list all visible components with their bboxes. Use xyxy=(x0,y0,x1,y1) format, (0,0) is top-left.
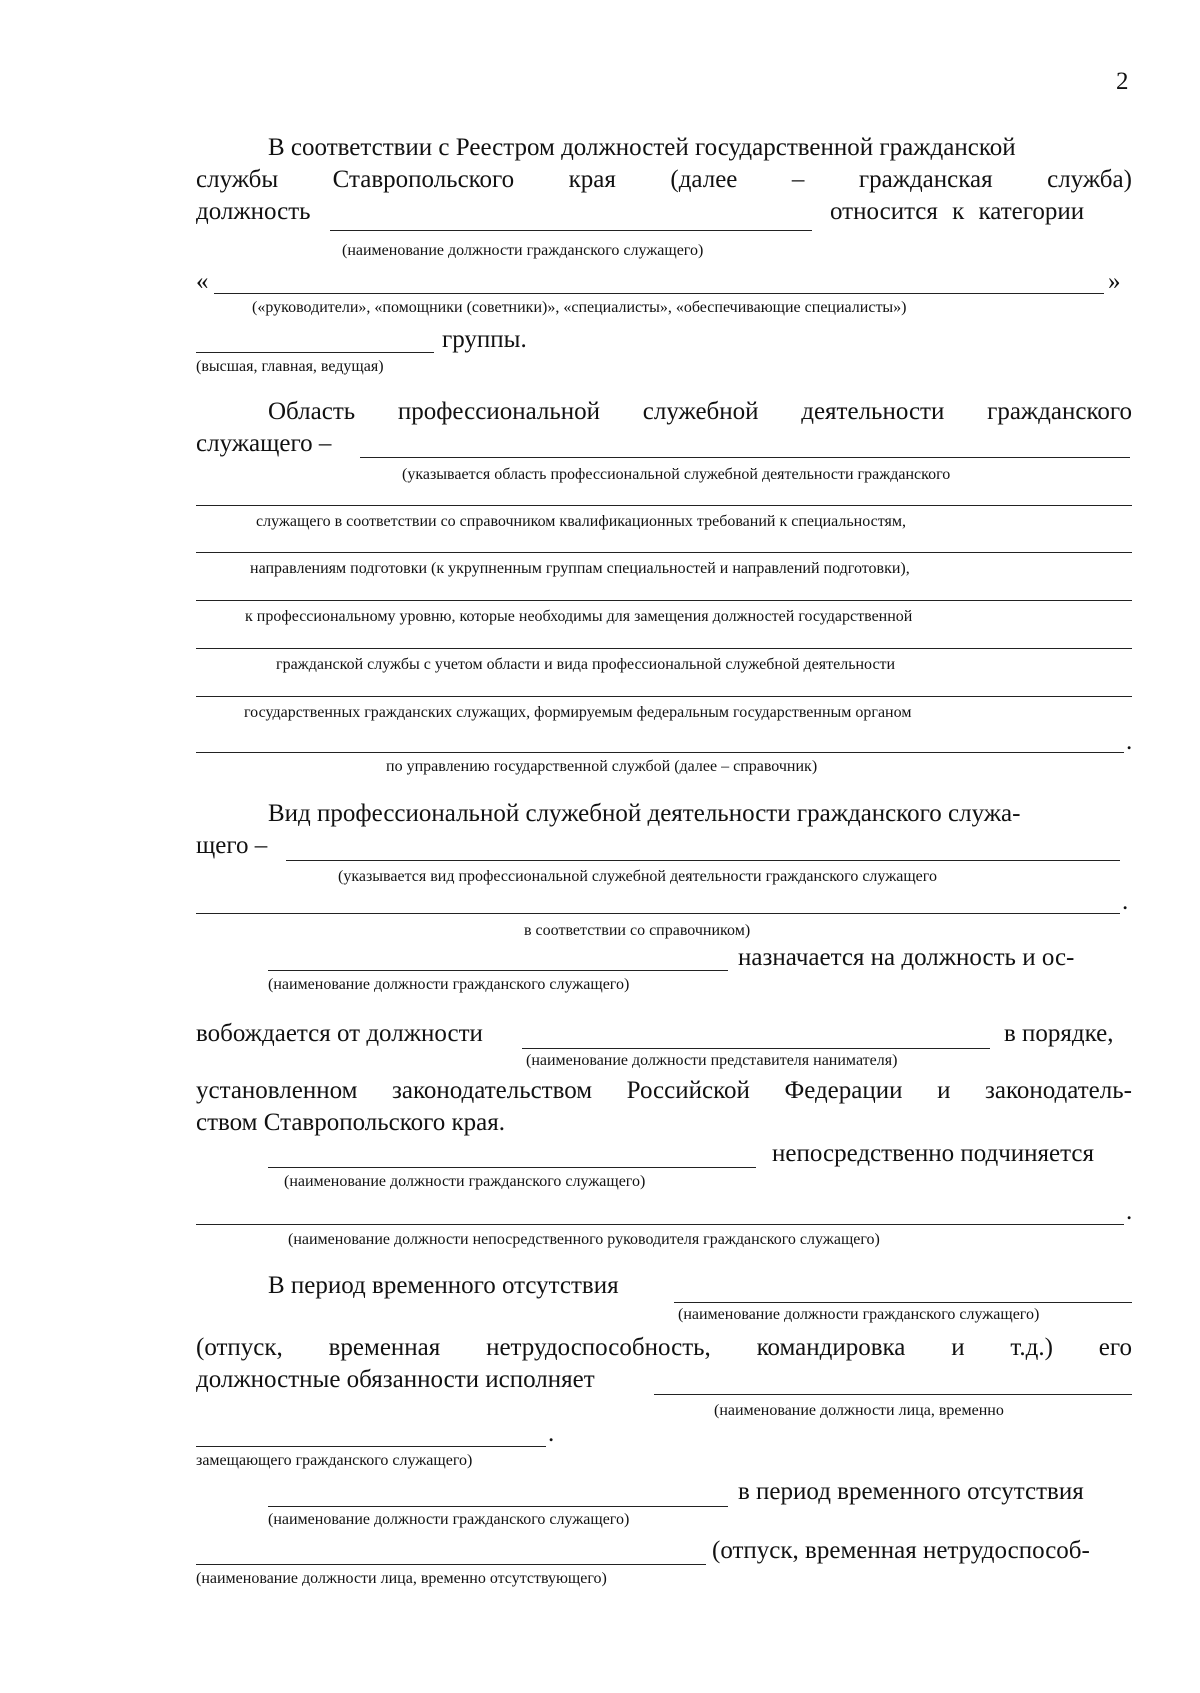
blank-line xyxy=(268,1506,728,1507)
caption-position: (наименование должности гражданского служащего) xyxy=(342,242,704,259)
p3-caption: в соответствии со справочником) xyxy=(524,922,751,939)
p2-line1-word: деятельности xyxy=(801,398,945,425)
group-word: группы. xyxy=(442,326,527,353)
blank-line xyxy=(286,860,1120,861)
quote-open: « xyxy=(196,268,209,295)
p3-line2-start: щего – xyxy=(196,832,268,859)
p2-line1-word: служебной xyxy=(642,398,759,425)
p4-line3 xyxy=(196,1077,1132,1105)
blank-line xyxy=(268,1167,756,1168)
p1-line2-word: служба) xyxy=(1047,166,1132,193)
p4-line3-word: и xyxy=(937,1077,951,1104)
p2-caption: направлениям подготовки (к укрупненным группам специальностей и направлений подготовки), xyxy=(250,560,910,577)
p4-line3-word: Федерации xyxy=(784,1077,903,1104)
p1-line2-word: (далее xyxy=(670,166,738,193)
p2-line1-word: гражданского xyxy=(987,398,1132,425)
subordinate-text: непосредственно подчиняется xyxy=(772,1140,1094,1167)
blank-line xyxy=(268,970,728,971)
p6-line2-word: командировка xyxy=(756,1334,906,1361)
p1-line2-word: Ставропольского xyxy=(332,166,515,193)
p1-line2 xyxy=(196,166,1132,194)
p6-line3-start: должностные обязанности исполняет xyxy=(196,1366,595,1393)
quote-close: » xyxy=(1108,268,1121,295)
p7-line2-end: (отпуск, временная нетрудоспособ- xyxy=(712,1537,1090,1564)
blank-line xyxy=(196,1224,1124,1225)
blank-line xyxy=(214,293,1104,294)
p2-line1-word: профессиональной xyxy=(397,398,601,425)
p2-caption: к профессиональному уровню, которые необходимы для замещения должностей государственной xyxy=(245,608,913,625)
p6-line2-word: нетрудоспособность, xyxy=(486,1334,711,1361)
p1-line2-word: – xyxy=(791,166,805,193)
caption-group: (высшая, главная, ведущая) xyxy=(196,358,384,375)
caption-absent: (наименование должности лица, временно отсутствующего) xyxy=(196,1570,607,1587)
blank-line xyxy=(196,552,1132,553)
page-number: 2 xyxy=(1116,68,1129,95)
p1-line2-word: гражданская xyxy=(858,166,993,193)
end-dot: . xyxy=(548,1420,555,1447)
p4-line3-word: Российской xyxy=(626,1077,750,1104)
p2-caption: государственных гражданских служащих, формируемым федеральным государственным органом xyxy=(244,704,912,721)
p3-line1: Вид профессиональной служебной деятельности гражданского служа- xyxy=(268,800,1021,827)
caption-position: (наименование должности гражданского служащего) xyxy=(268,976,630,993)
release-start: вобождается от должности xyxy=(196,1020,483,1047)
p2-caption: (указывается область профессиональной служебной деятельности гражданского xyxy=(402,466,951,483)
p6-line2-word: временная xyxy=(328,1334,441,1361)
blank-line xyxy=(330,230,812,231)
caption-category: («руководители», «помощники (советники)», «специалисты», «обеспечивающие специалисты») xyxy=(252,299,907,316)
caption-substitute: (наименование должности лица, временно xyxy=(714,1402,1004,1419)
blank-line xyxy=(196,600,1132,601)
p4-line4: ством Ставропольского края. xyxy=(196,1109,505,1136)
caption-position: (наименование должности гражданского служащего) xyxy=(268,1511,630,1528)
appoint-text: назначается на должность и ос- xyxy=(738,944,1075,971)
blank-line xyxy=(196,352,434,353)
p4-line3-word: законодательством xyxy=(392,1077,593,1104)
p4-line3-word: законодатель- xyxy=(985,1077,1132,1104)
caption-position: (наименование должности гражданского служащего) xyxy=(284,1173,646,1190)
p1-line2-word: края xyxy=(568,166,616,193)
p1-line3-start: должность xyxy=(196,198,311,225)
blank-line xyxy=(196,752,1124,753)
blank-line xyxy=(196,505,1132,506)
p6-line2-word: и xyxy=(951,1334,965,1361)
blank-line xyxy=(360,457,1130,458)
end-dot: . xyxy=(1126,728,1133,755)
p2-caption: гражданской службы с учетом области и вида профессиональной служебной деятельности xyxy=(276,656,896,673)
p6-line2-word: (отпуск, xyxy=(196,1334,283,1361)
caption-employer: (наименование должности представителя нанимателя) xyxy=(526,1052,898,1069)
caption-manager: (наименование должности непосредственного руководителя гражданского служащего) xyxy=(288,1231,880,1248)
p6-line2-word: его xyxy=(1098,1334,1132,1361)
caption-substitute: замещающего гражданского служащего) xyxy=(196,1452,473,1469)
p2-line1 xyxy=(268,398,1132,426)
p6-line1-start: В период временного отсутствия xyxy=(268,1272,619,1299)
blank-line xyxy=(654,1394,1132,1395)
end-dot: . xyxy=(1126,1198,1133,1225)
p2-line1-word: Область xyxy=(268,398,356,425)
p7-line1-end: в период временного отсутствия xyxy=(738,1478,1084,1505)
end-dot: . xyxy=(1122,888,1129,915)
blank-line xyxy=(522,1048,990,1049)
p1-line1: В соответствии с Реестром должностей государственной гражданской xyxy=(268,134,1016,161)
p2-caption: по управлению государственной службой (далее – справочник) xyxy=(386,758,818,775)
release-end: в порядке, xyxy=(1004,1020,1114,1047)
p1-line2-word: службы xyxy=(196,166,279,193)
p6-line2-word: т.д.) xyxy=(1010,1334,1053,1361)
p6-line2 xyxy=(196,1334,1132,1362)
caption-position: (наименование должности гражданского служащего) xyxy=(678,1306,1040,1323)
p1-line3-end: относится к категории xyxy=(830,198,1085,225)
blank-line xyxy=(196,913,1120,914)
blank-line xyxy=(196,1446,546,1447)
p2-caption: служащего в соответствии со справочником квалификационных требований к специальностям, xyxy=(256,513,906,530)
blank-line xyxy=(196,1564,706,1565)
p2-line2-start: служащего – xyxy=(196,430,332,457)
p4-line3-word: установленном xyxy=(196,1077,358,1104)
blank-line xyxy=(674,1302,1132,1303)
p3-caption: (указывается вид профессиональной служебной деятельности гражданского служащего xyxy=(338,868,937,885)
blank-line xyxy=(196,648,1132,649)
blank-line xyxy=(196,696,1132,697)
